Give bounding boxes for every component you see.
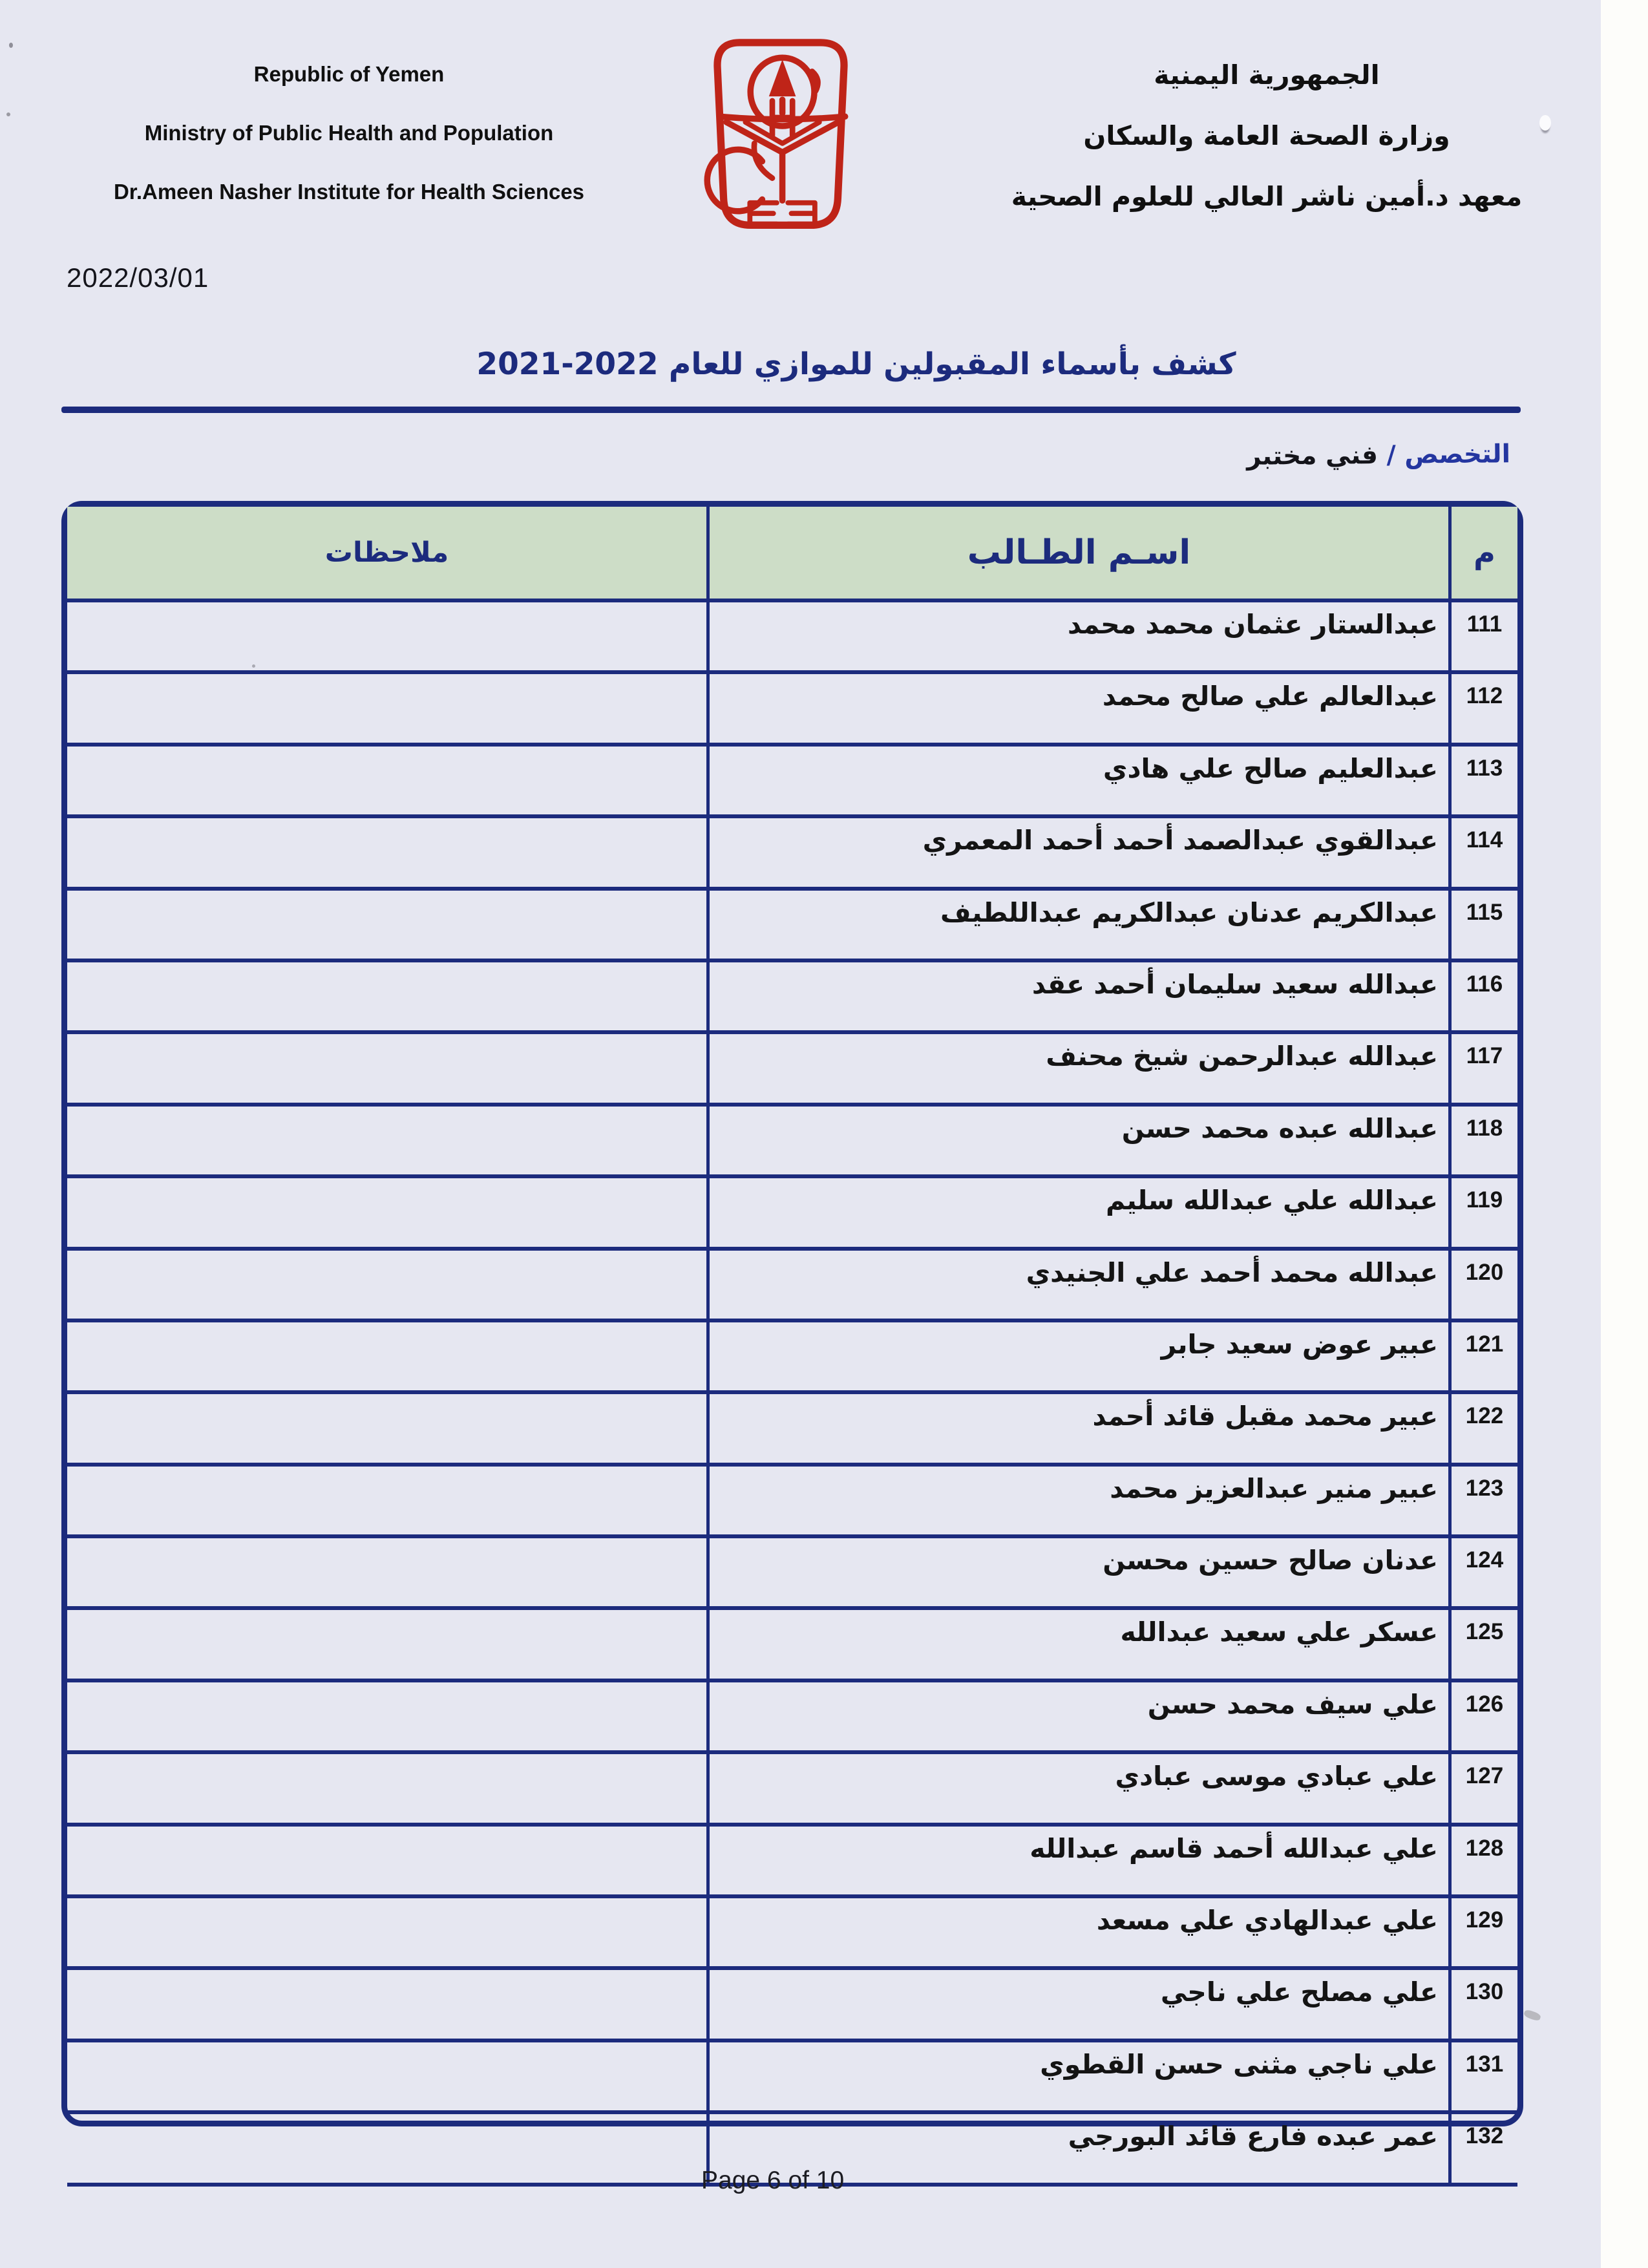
row-student-name: عبدالكريم عدنان عبدالكريم عبداللطيف <box>706 891 1448 959</box>
row-number: 118 <box>1448 1107 1517 1174</box>
row-number: 126 <box>1448 1682 1517 1750</box>
institute-logo-icon <box>693 34 869 235</box>
table-row <box>67 887 1517 959</box>
row-number: 121 <box>1448 1322 1517 1390</box>
row-notes <box>67 2114 706 2182</box>
row-notes <box>67 891 706 959</box>
row-notes <box>67 1034 706 1102</box>
letterhead-english <box>78 62 620 238</box>
row-number: 129 <box>1448 1898 1517 1966</box>
row-number: 125 <box>1448 1610 1517 1678</box>
row-student-name: علي سيف محمد حسن <box>706 1682 1448 1750</box>
row-student-name: عبير منير عبدالعزيز محمد <box>706 1467 1448 1534</box>
row-notes <box>67 1251 706 1319</box>
row-student-name: عبدالعالم علي صالح محمد <box>706 674 1448 742</box>
row-number: 120 <box>1448 1251 1517 1319</box>
table-row <box>67 1534 1517 1606</box>
row-number: 116 <box>1448 962 1517 1030</box>
table-row <box>67 670 1517 742</box>
table-row <box>67 959 1517 1030</box>
letterhead-country-ar: الجمهورية اليمنية <box>1154 59 1380 90</box>
table-row <box>67 1319 1517 1390</box>
scanner-edge-strip <box>1601 0 1648 2268</box>
row-notes <box>67 1467 706 1534</box>
table-row <box>67 1463 1517 1534</box>
row-student-name: عبدالله سعيد سليمان أحمد عقد <box>706 962 1448 1030</box>
row-student-name: عبدالله عبدالرحمن شيخ محنف <box>706 1034 1448 1102</box>
table-row <box>67 1030 1517 1102</box>
table-body <box>67 599 1517 2187</box>
table-row <box>67 1750 1517 1822</box>
row-notes <box>67 674 706 742</box>
row-number: 128 <box>1448 1827 1517 1894</box>
row-student-name: علي مصلح علي ناجي <box>706 1970 1448 2038</box>
row-student-name: عبير عوض سعيد جابر <box>706 1322 1448 1390</box>
students-table <box>61 501 1523 2152</box>
row-notes <box>67 1754 706 1822</box>
row-student-name: عبدالله علي عبدالله سليم <box>706 1178 1448 1246</box>
row-notes <box>67 1107 706 1174</box>
row-student-name: عسكر علي سعيد عبدالله <box>706 1610 1448 1678</box>
table-row <box>67 1679 1517 1750</box>
table-row <box>67 599 1517 670</box>
row-student-name: علي عبدالله أحمد قاسم عبدالله <box>706 1827 1448 1894</box>
row-number: 113 <box>1448 747 1517 814</box>
scan-speck <box>6 112 10 116</box>
row-student-name: عبدالله محمد أحمد علي الجنيدي <box>706 1251 1448 1319</box>
row-number: 111 <box>1448 602 1517 670</box>
page-number-indicator: Page 6 of 10 <box>701 2167 845 2194</box>
header-notes-column: ملاحظات <box>324 536 449 569</box>
row-number: 127 <box>1448 1754 1517 1822</box>
row-student-name: علي عبادي موسى عبادي <box>706 1754 1448 1822</box>
row-student-name: علي ناجي مثنى حسن القطوي <box>706 2042 1448 2110</box>
table-row <box>67 1390 1517 1462</box>
table-row <box>67 1103 1517 1174</box>
table-row <box>67 1247 1517 1319</box>
row-number: 115 <box>1448 891 1517 959</box>
letterhead-arabic <box>998 59 1535 242</box>
row-student-name: عبدالستار عثمان محمد محمد <box>706 602 1448 670</box>
row-number: 130 <box>1448 1970 1517 2038</box>
spear-tip <box>769 59 796 96</box>
row-notes <box>67 1538 706 1606</box>
table-row <box>67 743 1517 814</box>
row-notes <box>67 2042 706 2110</box>
table-row <box>67 1174 1517 1246</box>
scan-speck <box>9 43 13 48</box>
row-notes <box>67 962 706 1030</box>
row-number: 123 <box>1448 1467 1517 1534</box>
table-row <box>67 1894 1517 1966</box>
row-student-name: علي عبدالهادي علي مسعد <box>706 1898 1448 1966</box>
page-title: كشف بأسماء المقبولين للموازي للعام 2022-2021 <box>476 346 1236 382</box>
row-student-name: عبدالله عبده محمد حسن <box>706 1107 1448 1174</box>
row-notes <box>67 602 706 670</box>
header-number-column: م <box>1448 507 1517 599</box>
table-row <box>67 814 1517 886</box>
letterhead-country-en: Republic of Yemen <box>253 62 445 86</box>
row-number: 132 <box>1448 2114 1517 2182</box>
table-row <box>67 1606 1517 1678</box>
row-notes <box>67 818 706 886</box>
letterhead-institute-ar: معهد د.أمين ناشر العالي للعلوم الصحية <box>1011 181 1523 212</box>
scan-speck <box>1539 115 1551 131</box>
table-header-row <box>67 507 1517 599</box>
scan-speck <box>252 664 255 668</box>
row-number: 122 <box>1448 1394 1517 1462</box>
institute-emblem-drawing <box>693 34 869 235</box>
header-student-name-column: اسـم الطـالب <box>706 507 1448 599</box>
specialty-label: التخصص / <box>1377 440 1511 471</box>
row-number: 117 <box>1448 1034 1517 1102</box>
specialty-value: فني مختبر <box>1246 441 1379 471</box>
row-student-name: عبدالقوي عبدالصمد أحمد أحمد المعمري <box>706 818 1448 886</box>
row-number: 119 <box>1448 1178 1517 1246</box>
row-notes <box>67 1178 706 1246</box>
row-student-name: عبير محمد مقبل قائد أحمد <box>706 1394 1448 1462</box>
row-notes <box>67 1682 706 1750</box>
row-notes <box>67 747 706 814</box>
row-number: 114 <box>1448 818 1517 886</box>
row-student-name: عبدالعليم صالح علي هادي <box>706 747 1448 814</box>
row-number: 112 <box>1448 674 1517 742</box>
table-row <box>67 2039 1517 2110</box>
row-student-name: عدنان صالح حسين محسن <box>706 1538 1448 1606</box>
table-row <box>67 1966 1517 2038</box>
title-underline <box>61 407 1521 413</box>
letterhead-institute-en: Dr.Ameen Nasher Institute for Health Sciences <box>113 180 585 204</box>
letterhead-ministry-en: Ministry of Public Health and Population <box>144 121 554 145</box>
table-row <box>67 1823 1517 1894</box>
row-notes <box>67 1827 706 1894</box>
row-notes <box>67 1322 706 1390</box>
row-number: 131 <box>1448 2042 1517 2110</box>
row-student-name: عمر عبده فارع قائد البورجي <box>706 2114 1448 2182</box>
row-notes <box>67 1394 706 1462</box>
letterhead-ministry-ar: وزارة الصحة العامة والسكان <box>1083 120 1450 151</box>
row-notes <box>67 1610 706 1678</box>
document-date: 2022/03/01 <box>67 262 209 293</box>
row-notes <box>67 1898 706 1966</box>
row-number: 124 <box>1448 1538 1517 1606</box>
row-notes <box>67 1970 706 2038</box>
